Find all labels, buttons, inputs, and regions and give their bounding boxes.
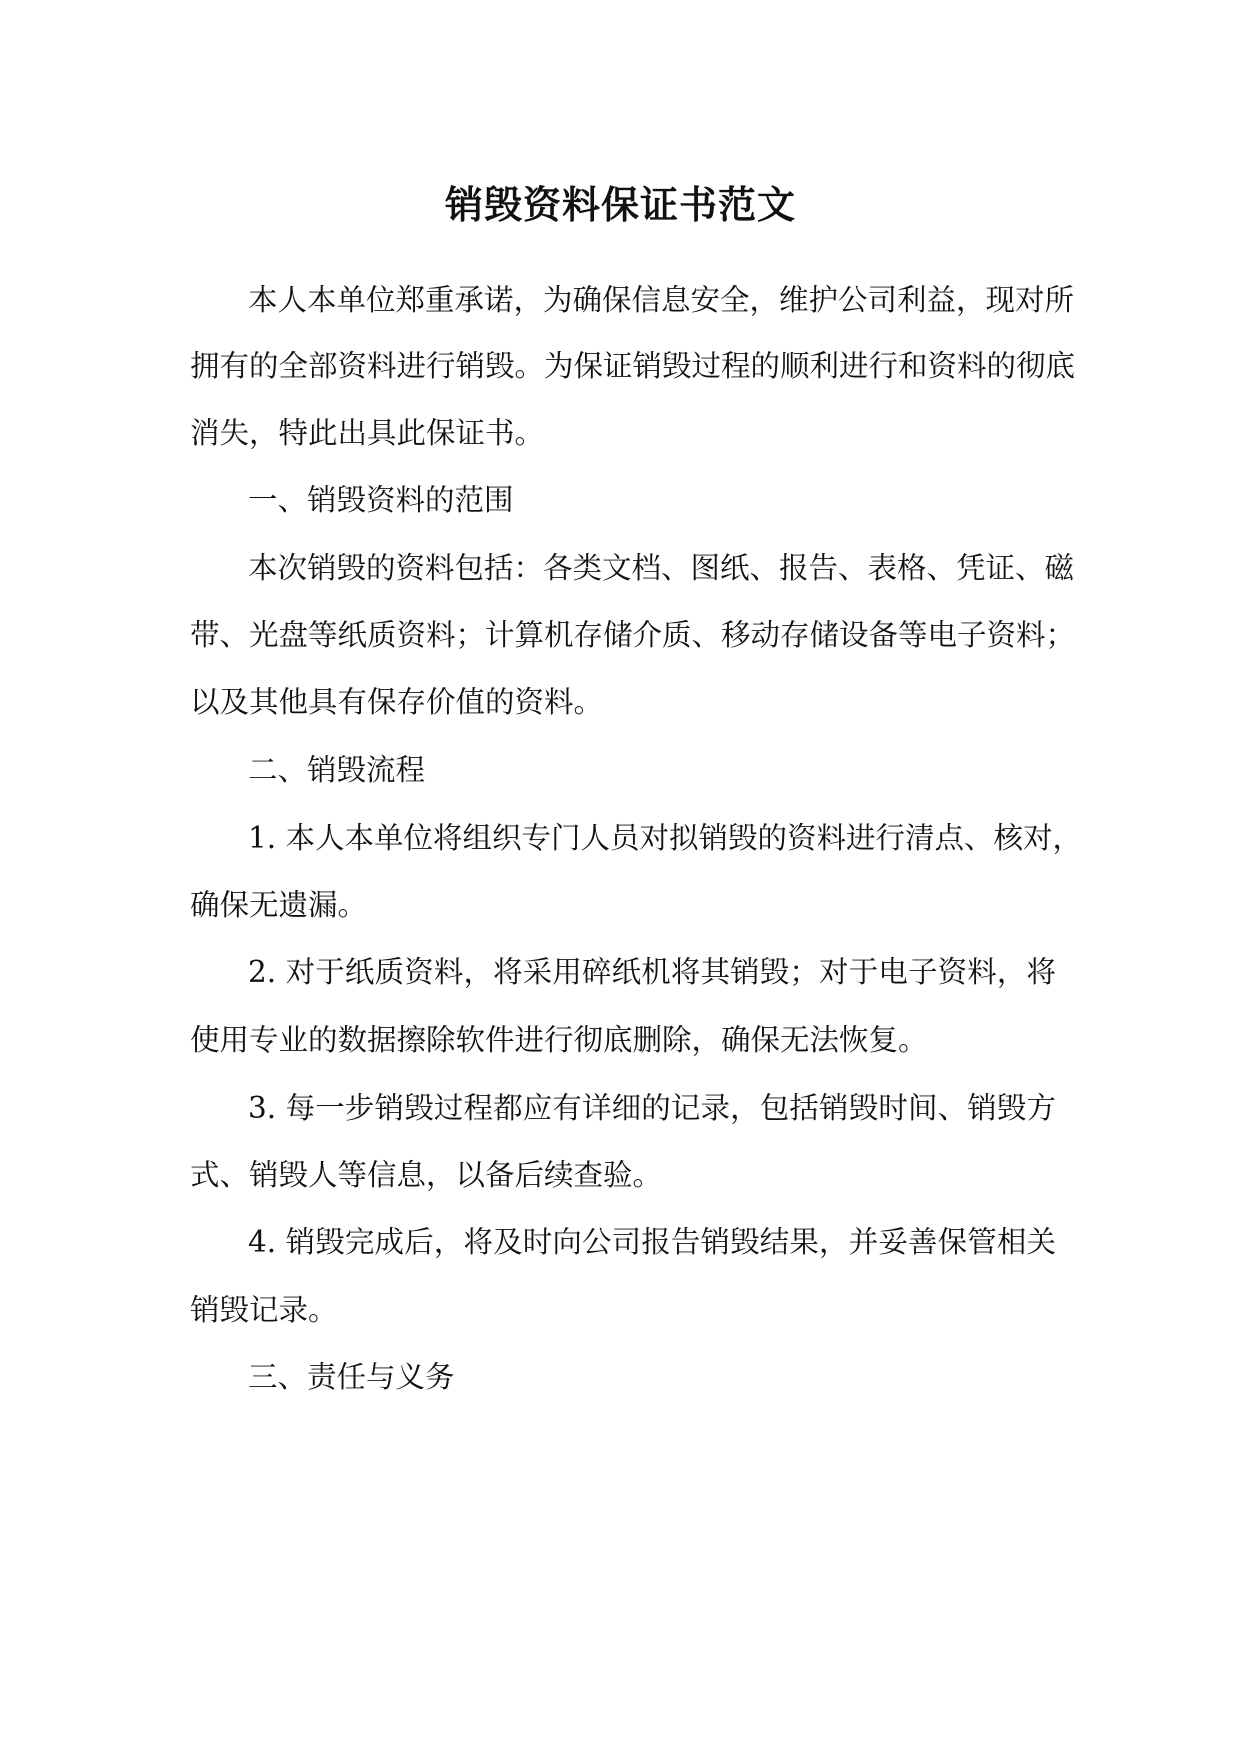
section-heading: 一、销毁资料的范围	[248, 483, 514, 517]
list-item-line: 式、销毁人等信息，以备后续查验。	[190, 1158, 663, 1192]
section-heading: 二、销毁流程	[248, 753, 426, 787]
list-item-line: 4. 销毁完成后，将及时向公司报告销毁结果，并妥善保管相关	[248, 1225, 1056, 1259]
list-item-line: 2. 对于纸质资料，将采用碎纸机将其销毁；对于电子资料，将	[248, 955, 1056, 989]
paragraph-line: 拥有的全部资料进行销毁。为保证销毁过程的顺利进行和资料的彻底	[190, 349, 1076, 383]
paragraph-line: 带、光盘等纸质资料；计算机存储介质、移动存储设备等电子资料；	[190, 618, 1076, 652]
list-item-line: 使用专业的数据擦除软件进行彻底删除，确保无法恢复。	[190, 1023, 928, 1057]
paragraph-line: 以及其他具有保存价值的资料。	[190, 685, 604, 719]
list-item-line: 销毁记录。	[190, 1293, 338, 1327]
paragraph-line: 消失，特此出具此保证书。	[190, 416, 545, 450]
list-item-line: 3. 每一步销毁过程都应有详细的记录，包括销毁时间、销毁方	[248, 1091, 1056, 1125]
list-item-line: 1. 本人本单位将组织专门人员对拟销毁的资料进行清点、核对，	[248, 821, 1083, 855]
paragraph-line: 本次销毁的资料包括：各类文档、图纸、报告、表格、凭证、磁	[248, 551, 1075, 585]
list-item-line: 确保无遗漏。	[190, 888, 368, 922]
section-heading: 三、责任与义务	[248, 1360, 455, 1394]
page-title: 销毁资料保证书范文	[444, 182, 796, 227]
paragraph-line: 本人本单位郑重承诺，为确保信息安全，维护公司利益，现对所	[248, 283, 1075, 317]
